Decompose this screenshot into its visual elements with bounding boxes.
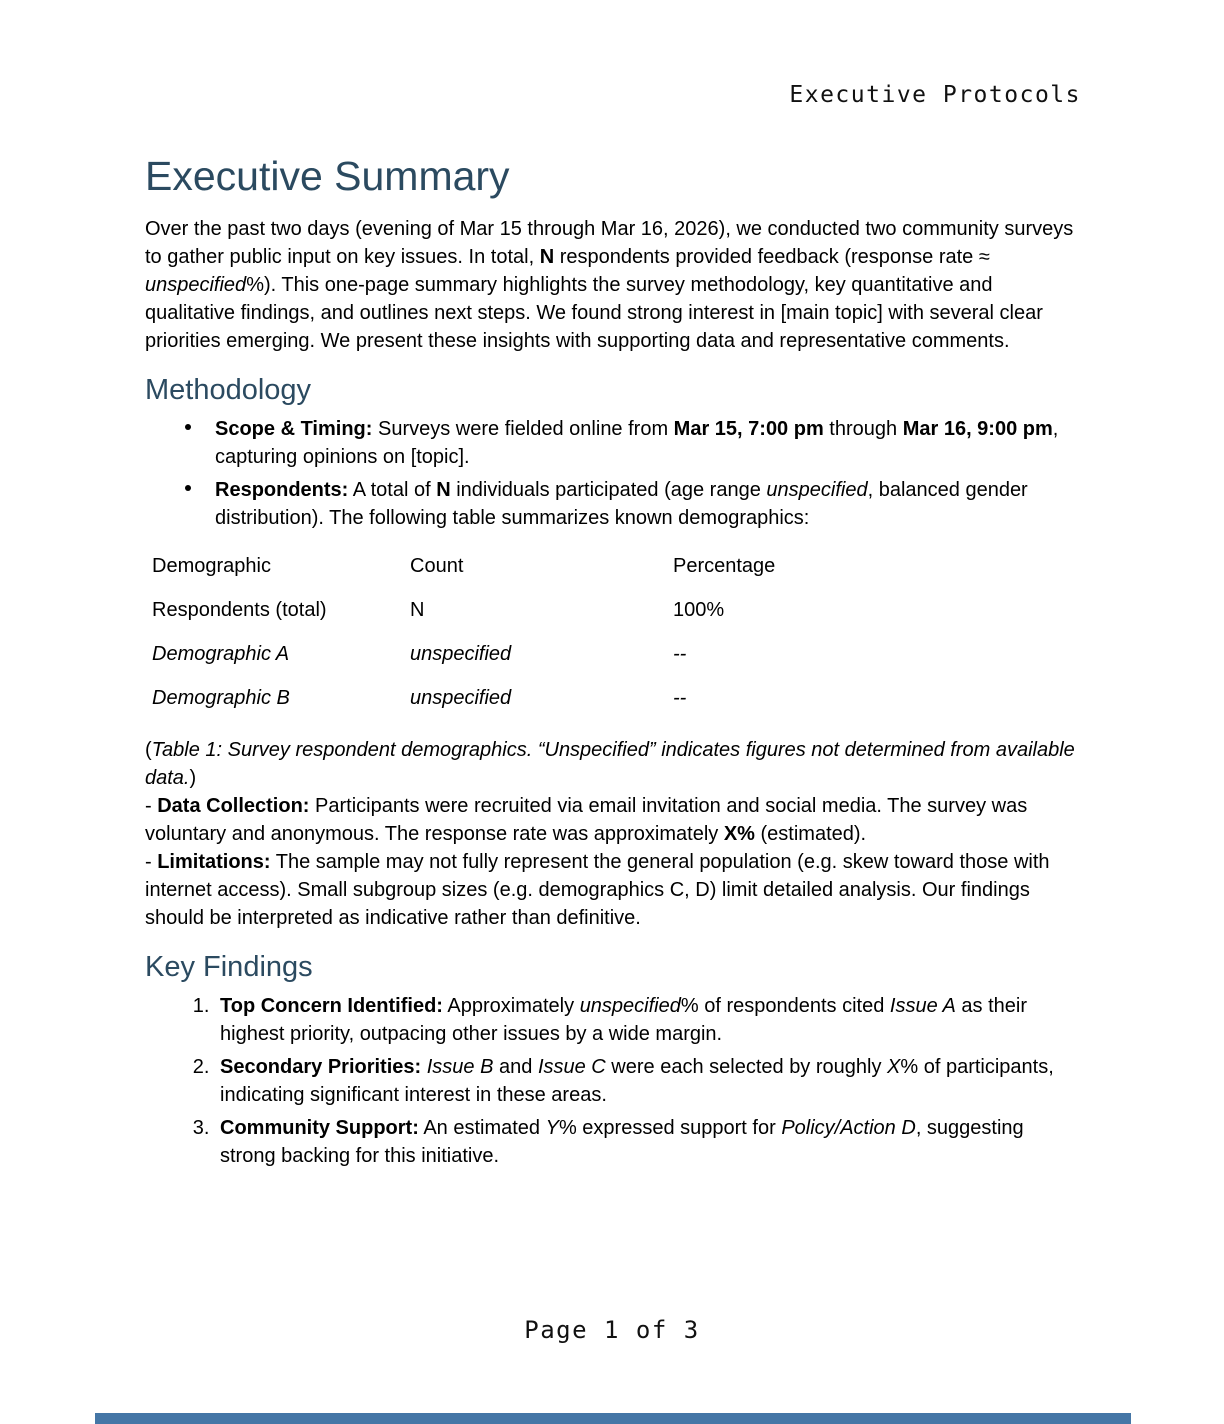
- text-segment: individuals participated (age range: [450, 479, 767, 501]
- text-segment: unspecified: [579, 995, 681, 1017]
- text-segment: X%: [723, 823, 755, 845]
- table-cell: unspecified: [410, 643, 512, 665]
- text-segment: (estimated).: [754, 823, 867, 845]
- text-segment: N: [436, 479, 451, 501]
- text-segment: , balanced gender distribution). The following table summarizes known demographics:: [215, 479, 1028, 529]
- key-finding-item: [215, 992, 1081, 1048]
- table-row: [145, 676, 1081, 720]
- text-segment: Data Collection:: [157, 795, 310, 817]
- key-findings-list: [145, 992, 1081, 1170]
- text-segment: Top Concern Identified:: [220, 995, 443, 1017]
- text-segment: -: [145, 851, 158, 873]
- table-caption: [145, 736, 1081, 792]
- text-segment: Surveys were fielded online from: [372, 418, 674, 440]
- text-segment: Issue C: [537, 1056, 606, 1078]
- methodology-heading: Methodology: [145, 374, 312, 406]
- text-segment: Issue A: [889, 995, 956, 1017]
- text-segment: Y: [545, 1117, 559, 1139]
- key-finding-item: [215, 1114, 1081, 1170]
- table-cell: Demographic A: [152, 643, 290, 665]
- text-segment: and: [493, 1056, 538, 1078]
- table-header-row: [145, 544, 1081, 588]
- text-segment: % of participants, indicating significant interest in these areas.: [220, 1056, 1054, 1106]
- demographics-table: [145, 544, 1081, 720]
- limitations-note: [145, 848, 1081, 932]
- table-header-cell: Demographic: [152, 555, 271, 577]
- methodology-bullet-list: [145, 415, 1081, 532]
- text-segment: -: [145, 795, 158, 817]
- text-segment: An estimated: [418, 1117, 546, 1139]
- text-segment: Limitations:: [157, 851, 271, 873]
- page-number-footer: Page 1 of 3: [524, 1316, 700, 1344]
- intro-paragraph: [145, 215, 1081, 355]
- table-cell: --: [673, 687, 687, 709]
- text-segment: respondents provided feedback (response rate ≈: [554, 246, 990, 268]
- table-header-cell: Percentage: [673, 555, 776, 577]
- text-segment: Respondents:: [215, 479, 349, 501]
- text-segment: Community Support:: [220, 1117, 419, 1139]
- text-segment: ): [189, 767, 197, 789]
- text-segment: Mar 15, 7:00 pm: [673, 418, 824, 440]
- table-cell: 100%: [673, 599, 725, 621]
- table-cell: unspecified: [410, 687, 512, 709]
- text-segment: Scope & Timing:: [215, 418, 373, 440]
- bottom-accent-bar: [95, 1413, 1131, 1424]
- table-row: [145, 632, 1081, 676]
- methodology-bullet-item: [215, 415, 1081, 471]
- table-cell: --: [673, 643, 687, 665]
- text-segment: Secondary Priorities:: [220, 1056, 422, 1078]
- key-findings-heading: Key Findings: [145, 951, 313, 983]
- text-segment: Approximately: [442, 995, 580, 1017]
- text-segment: Issue B: [426, 1056, 494, 1078]
- data-collection-note: [145, 792, 1081, 848]
- text-segment: The sample may not fully represent the general population (e.g. skew toward those with internet access). Small subgroup sizes (e.g. demographics C, D) limit detailed analysis. Our findings should be interpreted as indicative rather than definitive.: [145, 851, 1050, 929]
- text-segment: N: [539, 246, 555, 268]
- page-content: [145, 0, 1081, 1175]
- text-segment: Participants were recruited via email invitation and social media. The survey was voluntary and anonymous. The response rate was approximately: [145, 795, 1028, 845]
- table-cell: Demographic B: [152, 687, 290, 709]
- text-segment: as their highest priority, outpacing other issues by a wide margin.: [220, 995, 1028, 1045]
- text-segment: %). This one-page summary highlights the survey methodology, key quantitative and qualitative findings, and outlines next steps. We found strong interest in [main topic] with several clear priorities emerging. We present these insights with supporting data and representative comments.: [145, 274, 1043, 352]
- text-segment: , capturing opinions on [topic].: [215, 418, 1059, 468]
- text-segment: % of respondents cited: [680, 995, 890, 1017]
- text-segment: Over the past two days (evening of Mar 15 through Mar 16, 2026), we conducted two community surveys to gather public input on key issues. In total,: [145, 218, 1074, 268]
- table-cell: Respondents (total): [152, 599, 327, 621]
- text-segment: A total of: [348, 479, 437, 501]
- text-segment: , suggesting strong backing for this initiative.: [220, 1117, 1024, 1167]
- text-segment: % expressed support for: [558, 1117, 782, 1139]
- table-header-cell: Count: [410, 555, 464, 577]
- table-row: [145, 588, 1081, 632]
- text-segment: were each selected by roughly: [605, 1056, 888, 1078]
- text-segment: through: [823, 418, 903, 440]
- methodology-bullet-item: [215, 476, 1081, 532]
- text-segment: Table 1: Survey respondent demographics. “Unspecified” indicates figures not determined from available data.: [145, 739, 1075, 789]
- text-segment: X: [887, 1056, 901, 1078]
- text-segment: (: [145, 739, 152, 761]
- text-segment: unspecified: [766, 479, 868, 501]
- key-finding-item: [215, 1053, 1081, 1109]
- page-title: Executive Summary: [145, 153, 510, 199]
- text-segment: unspecified: [145, 274, 247, 296]
- text-segment: Policy/Action D: [781, 1117, 916, 1139]
- doc-header-title: Executive Protocols: [789, 82, 1081, 108]
- table-cell: N: [410, 599, 425, 621]
- text-segment: Mar 16, 9:00 pm: [902, 418, 1053, 440]
